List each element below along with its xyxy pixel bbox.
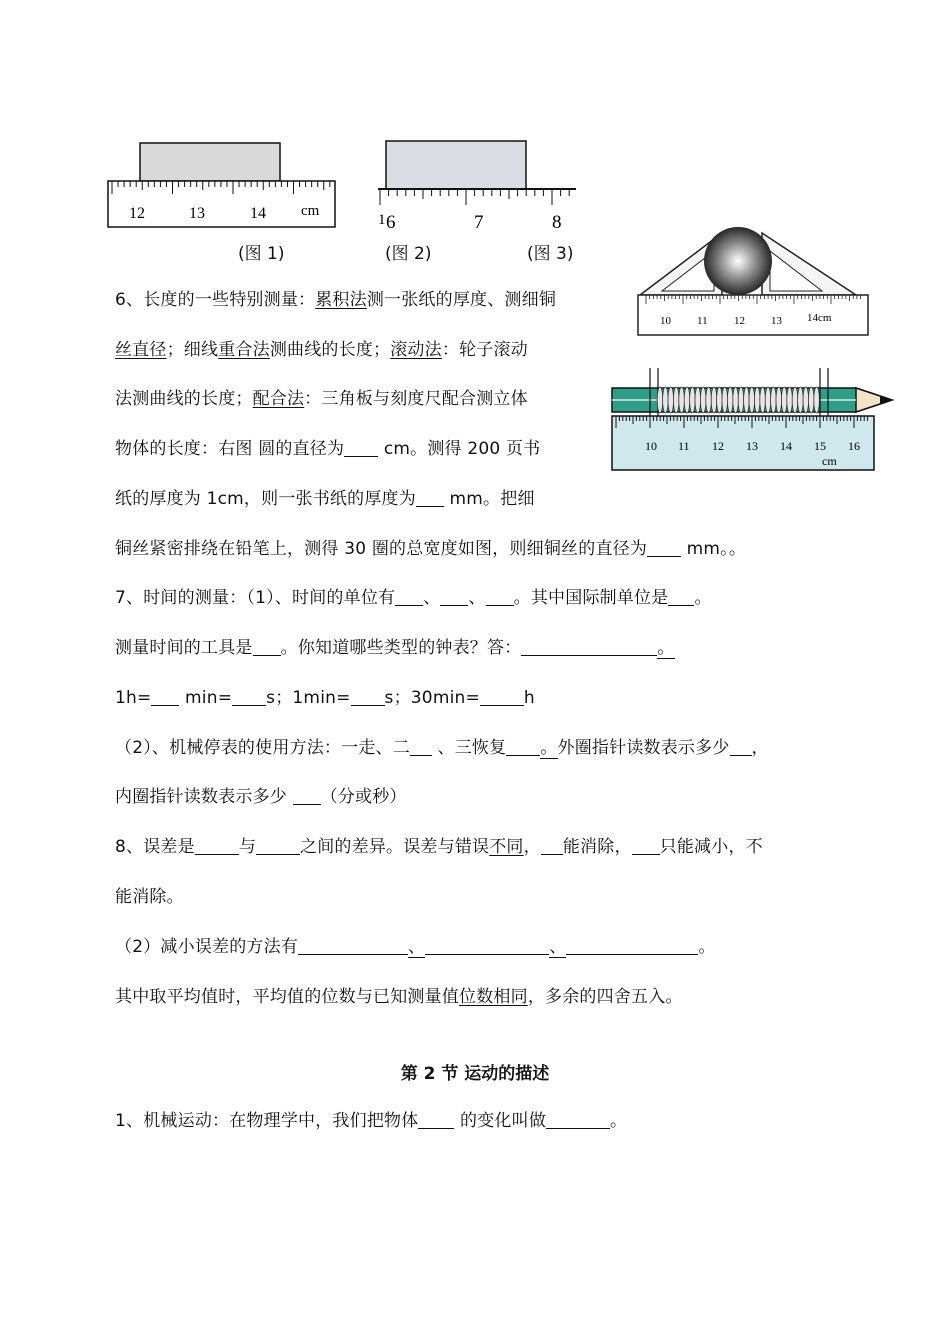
- tick-label-12: 12: [734, 315, 745, 327]
- answer-blank[interactable]: [351, 687, 385, 706]
- answer-blank[interactable]: [632, 836, 660, 855]
- coil-turn: [722, 387, 728, 413]
- answer-blank[interactable]: [668, 587, 694, 606]
- q8-line-4: 其中取平均值时，平均值的位数与已知测量值位数相同，多余的四舍五入。: [115, 987, 683, 1007]
- coil-turn: [663, 387, 669, 413]
- q6-line-6: 铜丝紧密排绕在铅笔上，测得 30 圈的总宽度如图，则细铜丝的直径为 mm。。: [115, 539, 747, 559]
- answer-blank[interactable]: [293, 786, 321, 805]
- tick-label-14cm: 14cm: [807, 312, 832, 324]
- coil-turn: [798, 387, 804, 413]
- coil-turn: [749, 387, 755, 413]
- answer-blank[interactable]: [730, 737, 752, 756]
- section2-line-1: 1、机械运动：在物理学中，我们把物体 的变化叫做 。: [115, 1111, 628, 1131]
- tick-label-12: 12: [129, 205, 145, 222]
- coil-turn: [695, 387, 701, 413]
- coil-turn: [673, 387, 679, 413]
- answer-blank[interactable]: [395, 587, 423, 606]
- answer-blank[interactable]: [480, 687, 524, 706]
- answer-blank[interactable]: [647, 538, 681, 557]
- answer-blank[interactable]: [506, 737, 540, 756]
- coil-turn: [684, 387, 690, 413]
- coil-turn: [700, 387, 706, 413]
- q6-line-3: 法测曲线的长度；配合法：三角板与刻度尺配合测立体: [115, 389, 528, 409]
- section-title: 第 2 节 运动的描述: [400, 1064, 550, 1084]
- coil-turn: [754, 387, 760, 413]
- coil-turn: [668, 387, 674, 413]
- coil-turn: [760, 387, 766, 413]
- answer-blank[interactable]: [440, 587, 468, 606]
- answer-blank[interactable]: [566, 936, 698, 955]
- measured-block: [140, 143, 280, 181]
- answer-blank[interactable]: [344, 438, 378, 457]
- answer-blank[interactable]: [410, 737, 432, 756]
- q8-line-3: （2）减小误差的方法有 、 、 。: [115, 937, 716, 957]
- ball: [704, 227, 772, 295]
- tick-label-11: 11: [678, 439, 690, 453]
- coil-turn: [765, 387, 771, 413]
- edge-label: 1: [378, 212, 386, 228]
- q6-line-5: 纸的厚度为 1cm，则一张书纸的厚度为 mm。把细: [115, 489, 535, 509]
- answer-blank[interactable]: [521, 637, 657, 656]
- answer-blank[interactable]: [425, 936, 549, 955]
- figure-2-caption: (图 2): [385, 244, 432, 264]
- figure-2-ruler: [378, 136, 578, 231]
- coil-turn: [690, 387, 696, 413]
- term-accumulation-method: 累积法: [315, 290, 367, 310]
- answer-blank[interactable]: [418, 1110, 454, 1129]
- answer-blank[interactable]: [151, 687, 179, 706]
- tick-label-14: 14: [250, 205, 266, 222]
- coil-turn: [717, 387, 723, 413]
- coil-turn: [792, 387, 798, 413]
- q6-line-4: 物体的长度：右图 圆的直径为 cm。测得 200 页书: [115, 439, 541, 459]
- coil-turn: [706, 387, 712, 413]
- tick-label-13: 13: [771, 315, 782, 327]
- q7-line-3: 1h= min= s；1min= s；30min= h: [115, 688, 535, 708]
- figure-1-ruler: [105, 138, 345, 238]
- tick-label-16: 16: [848, 439, 860, 453]
- answer-blank[interactable]: [541, 836, 563, 855]
- coil-turn: [814, 387, 820, 413]
- term-overlap-method: 重合法: [218, 340, 270, 360]
- answer-blank[interactable]: [232, 687, 266, 706]
- ruler-body: [638, 295, 868, 335]
- tick-label-6: 6: [386, 212, 396, 231]
- coil-turn: [657, 387, 663, 413]
- q7-line-4: （2）、机械停表的使用方法：一走、二 、三恢复 。外圈指针读数表示多少 ，: [115, 738, 769, 758]
- answer-blank[interactable]: [416, 488, 444, 507]
- q6-line-2: 丝直径；细线重合法测曲线的长度；滚动法：轮子滚动: [115, 340, 528, 360]
- unit-label-cm: cm: [822, 454, 837, 468]
- figure-1-caption: (图 1): [238, 244, 285, 264]
- tick-label-13: 13: [189, 205, 205, 222]
- tick-label-11: 11: [697, 315, 708, 327]
- term-combination-method: 配合法: [252, 389, 305, 409]
- answer-blank[interactable]: [253, 637, 281, 656]
- answer-blank[interactable]: [256, 836, 300, 855]
- coil-turn: [679, 387, 685, 413]
- tick-label-10: 10: [645, 439, 657, 453]
- answer-blank[interactable]: [195, 836, 239, 855]
- coil-turn: [808, 387, 814, 413]
- ball-diameter-figure: [634, 223, 874, 341]
- coil-pencil-figure: [608, 362, 898, 474]
- q6-line-1: 6、长度的一些特别测量：累积法测一张纸的厚度、测细铜: [115, 290, 557, 310]
- coil-turn: [803, 387, 809, 413]
- q7-line-5: 内圈指针读数表示多少 （分或秒）: [115, 787, 407, 807]
- answer-blank[interactable]: [486, 587, 514, 606]
- tick-label-12: 12: [712, 439, 724, 453]
- answer-blank[interactable]: [546, 1110, 610, 1129]
- coil-turn: [787, 387, 793, 413]
- q7-line-1: 7、时间的测量：（1）、时间的单位有 、 、 。其中国际制单位是 。: [115, 588, 712, 608]
- q8-line-1: 8、误差是 与 之间的差异。误差与错误不同， 能消除， 只能减小，不: [115, 837, 763, 857]
- answer-blank[interactable]: [298, 936, 408, 955]
- unit-label-cm: cm: [301, 203, 320, 219]
- tick-label-14: 14: [780, 439, 792, 453]
- q8-line-2: 能消除。: [115, 887, 184, 907]
- coil-turn: [776, 387, 782, 413]
- q7-line-2: 测量时间的工具是 。你知道哪些类型的钟表？答： 。: [115, 638, 675, 658]
- tick-label-8: 8: [552, 212, 562, 231]
- tick-label-13: 13: [746, 439, 758, 453]
- measured-block: [386, 141, 526, 189]
- coil-turn: [744, 387, 750, 413]
- coil-turn: [738, 387, 744, 413]
- figure-3-caption: (图 3): [527, 244, 574, 264]
- term-rolling-method: 滚动法: [390, 340, 442, 360]
- coil-turn: [733, 387, 739, 413]
- coil-turn: [781, 387, 787, 413]
- tick-label-10: 10: [660, 315, 671, 327]
- coil-turn: [727, 387, 733, 413]
- tick-label-7: 7: [474, 212, 484, 231]
- coil-turn: [771, 387, 777, 413]
- tick-label-15: 15: [814, 439, 826, 453]
- coil-turn: [711, 387, 717, 413]
